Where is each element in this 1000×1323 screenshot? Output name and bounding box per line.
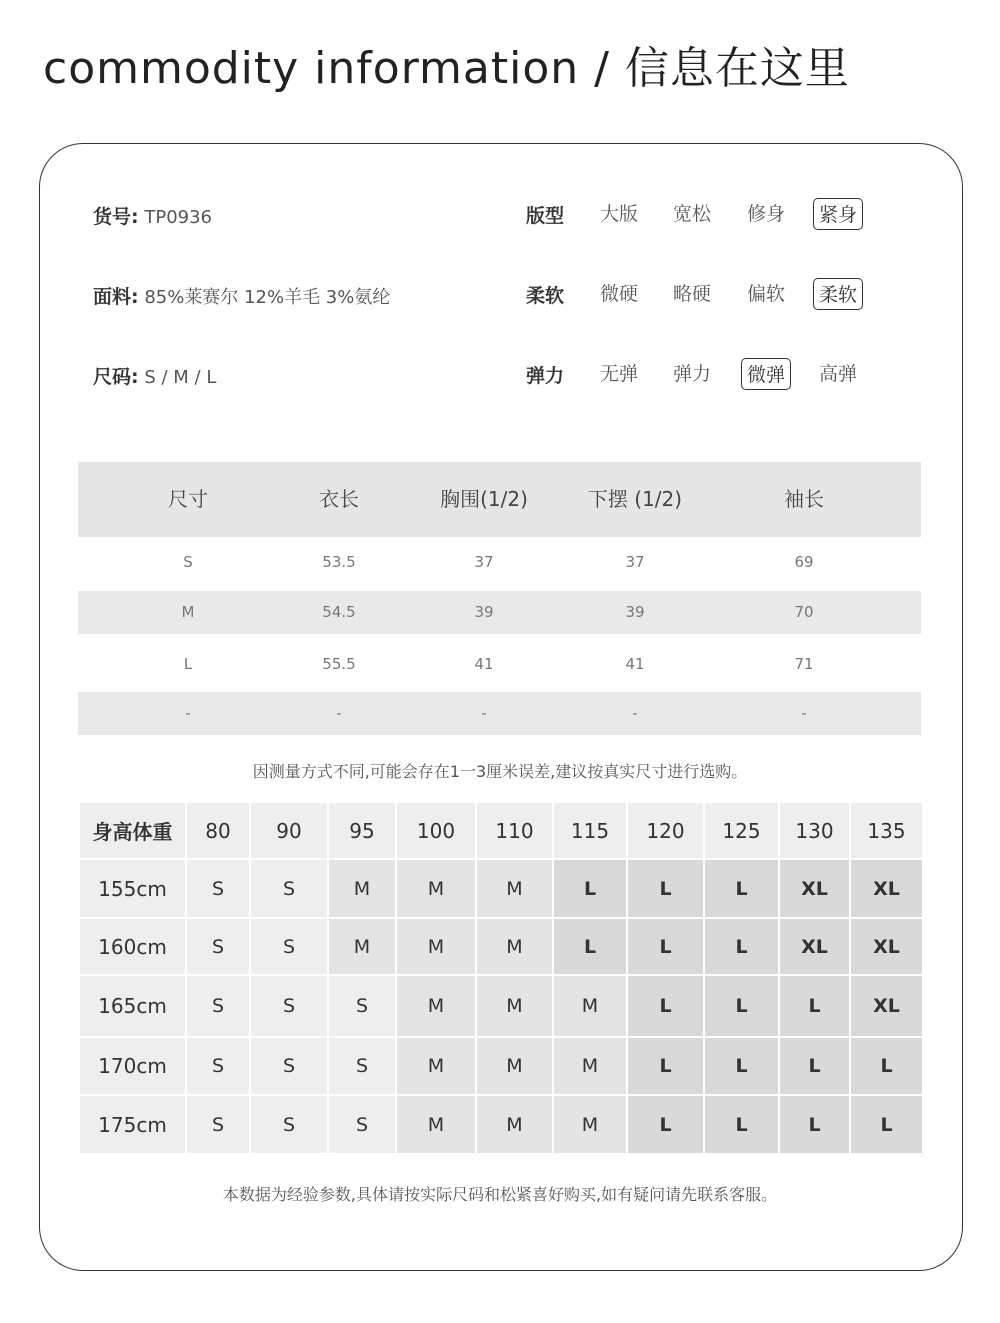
- size-cell: S: [187, 976, 251, 1038]
- height-header-cell: 155cm: [80, 860, 187, 919]
- spec-table-row: [78, 541, 921, 584]
- spec-header-cell: 衣长: [319, 487, 359, 511]
- size-cell: L: [705, 1038, 780, 1096]
- size-chart-row: [80, 1096, 924, 1155]
- spec-cell: -: [185, 704, 191, 722]
- size-cell: XL: [851, 860, 924, 919]
- size-cell: M: [554, 1096, 628, 1155]
- size-cell: M: [477, 976, 554, 1038]
- size-chart-corner: 身高体重: [80, 803, 187, 860]
- height-header-cell: 170cm: [80, 1038, 187, 1096]
- spec-cell: 54.5: [322, 603, 356, 621]
- spec-cell: S: [183, 553, 193, 571]
- item-number: [93, 202, 212, 229]
- size-cell: S: [187, 1096, 251, 1155]
- size-cell: L: [780, 1038, 851, 1096]
- size-cell: L: [851, 1096, 924, 1155]
- spec-table-row: [78, 692, 921, 735]
- size-cell: XL: [851, 976, 924, 1038]
- size-chart-row: [80, 1038, 924, 1096]
- weight-header-cell: 130: [780, 803, 851, 860]
- size-range-label: 尺码:: [93, 366, 139, 388]
- size-cell: L: [628, 860, 705, 919]
- attribute-option: 微硬: [599, 283, 638, 305]
- attribute-option: 大版: [599, 203, 638, 225]
- size-cell: S: [187, 1038, 251, 1096]
- size-chart-header-row: [80, 803, 924, 860]
- spec-cell: M: [181, 603, 195, 621]
- size-cell: L: [554, 919, 628, 976]
- size-cell: M: [397, 919, 477, 976]
- spec-cell: 41: [625, 655, 645, 673]
- size-cell: M: [554, 1038, 628, 1096]
- height-header-cell: 175cm: [80, 1096, 187, 1155]
- size-cell: M: [477, 1038, 554, 1096]
- attribute-option: 略硬: [672, 283, 711, 305]
- spec-table-header: [78, 462, 921, 537]
- size-chart-row: [80, 860, 924, 919]
- spec-cell: 39: [474, 603, 494, 621]
- spec-cell: L: [183, 655, 193, 673]
- size-cell: S: [251, 860, 329, 919]
- spec-table-row: [78, 591, 921, 634]
- size-cell: L: [628, 1038, 705, 1096]
- spec-table-row: [78, 643, 921, 686]
- fabric: [93, 282, 390, 309]
- spec-cell: 53.5: [322, 553, 356, 571]
- size-cell: M: [477, 860, 554, 919]
- size-cell: S: [251, 919, 329, 976]
- weight-header-cell: 125: [705, 803, 780, 860]
- fabric-value: 85%莱赛尔 12%羊毛 3%氨纶: [144, 287, 391, 308]
- size-cell: XL: [780, 860, 851, 919]
- height-header-cell: 160cm: [80, 919, 187, 976]
- page-title: commodity information / 信息在这里: [43, 43, 850, 94]
- size-cell: S: [187, 860, 251, 919]
- size-cell: S: [251, 1038, 329, 1096]
- attribute-label: 弹力: [526, 365, 565, 387]
- attribute-option: 高弹: [818, 363, 857, 385]
- size-cell: S: [251, 976, 329, 1038]
- size-cell: M: [329, 919, 397, 976]
- spec-cell: 41: [474, 655, 494, 673]
- size-cell: M: [397, 860, 477, 919]
- size-cell: M: [397, 1096, 477, 1155]
- weight-header-cell: 95: [329, 803, 397, 860]
- weight-header-cell: 80: [187, 803, 251, 860]
- footer-note: 本数据为经验参数,具体请按实际尺码和松紧喜好购买,如有疑问请先联系客服。: [222, 1185, 778, 1204]
- weight-header-cell: 110: [477, 803, 554, 860]
- size-cell: M: [477, 1096, 554, 1155]
- size-chart-row: [80, 919, 924, 976]
- spec-header-cell: 下摆 (1/2): [587, 487, 683, 511]
- size-cell: L: [705, 860, 780, 919]
- size-cell: M: [397, 976, 477, 1038]
- size-cell: S: [329, 1038, 397, 1096]
- attribute-option: 弹力: [672, 363, 711, 385]
- spec-cell: -: [481, 704, 487, 722]
- spec-cell: 70: [794, 603, 814, 621]
- size-cell: L: [851, 1038, 924, 1096]
- size-cell: M: [477, 919, 554, 976]
- measurement-note: 因测量方式不同,可能会存在1一3厘米误差,建议按真实尺寸进行选购。: [252, 762, 748, 781]
- size-cell: L: [705, 976, 780, 1038]
- size-range-value: S / M / L: [144, 367, 217, 388]
- attribute-option: 无弹: [599, 363, 638, 385]
- spec-header-cell: 尺寸: [168, 487, 208, 511]
- spec-cell: -: [801, 704, 807, 722]
- size-cell: S: [329, 976, 397, 1038]
- spec-header-cell: 袖长: [784, 487, 824, 511]
- size-cell: L: [780, 1096, 851, 1155]
- size-chart: [80, 803, 924, 1155]
- size-cell: M: [397, 1038, 477, 1096]
- attribute-option-selected: 紧身: [813, 198, 863, 230]
- item-number-label: 货号:: [93, 206, 139, 228]
- attribute-label: 版型: [526, 205, 565, 227]
- item-number-value: TP0936: [144, 207, 213, 228]
- spec-cell: 37: [474, 553, 494, 571]
- weight-header-cell: 135: [851, 803, 924, 860]
- weight-header-cell: 90: [251, 803, 329, 860]
- weight-header-cell: 100: [397, 803, 477, 860]
- size-cell: L: [780, 976, 851, 1038]
- attribute-option-selected: 微弹: [741, 358, 791, 390]
- size-range: [93, 362, 216, 389]
- attribute-option-selected: 柔软: [813, 278, 863, 310]
- spec-cell: 69: [794, 553, 814, 571]
- size-cell: L: [628, 976, 705, 1038]
- size-cell: XL: [851, 919, 924, 976]
- size-cell: S: [251, 1096, 329, 1155]
- size-cell: L: [705, 1096, 780, 1155]
- spec-cell: -: [336, 704, 342, 722]
- attribute-option: 偏软: [746, 283, 785, 305]
- spec-cell: 71: [794, 655, 814, 673]
- spec-cell: 39: [625, 603, 645, 621]
- spec-cell: 55.5: [322, 655, 356, 673]
- attribute-option: 宽松: [672, 203, 711, 225]
- weight-header-cell: 120: [628, 803, 705, 860]
- size-cell: L: [705, 919, 780, 976]
- weight-header-cell: 115: [554, 803, 628, 860]
- size-cell: L: [554, 860, 628, 919]
- size-cell: L: [628, 919, 705, 976]
- size-cell: S: [329, 1096, 397, 1155]
- size-cell: L: [628, 1096, 705, 1155]
- size-cell: XL: [780, 919, 851, 976]
- height-header-cell: 165cm: [80, 976, 187, 1038]
- size-cell: S: [187, 919, 251, 976]
- attribute-label: 柔软: [526, 285, 565, 307]
- size-chart-row: [80, 976, 924, 1038]
- attribute-option: 修身: [746, 203, 785, 225]
- spec-cell: -: [632, 704, 638, 722]
- size-cell: M: [329, 860, 397, 919]
- spec-cell: 37: [625, 553, 645, 571]
- size-cell: M: [554, 976, 628, 1038]
- spec-header-cell: 胸围(1/2): [440, 487, 528, 511]
- fabric-label: 面料:: [93, 286, 139, 308]
